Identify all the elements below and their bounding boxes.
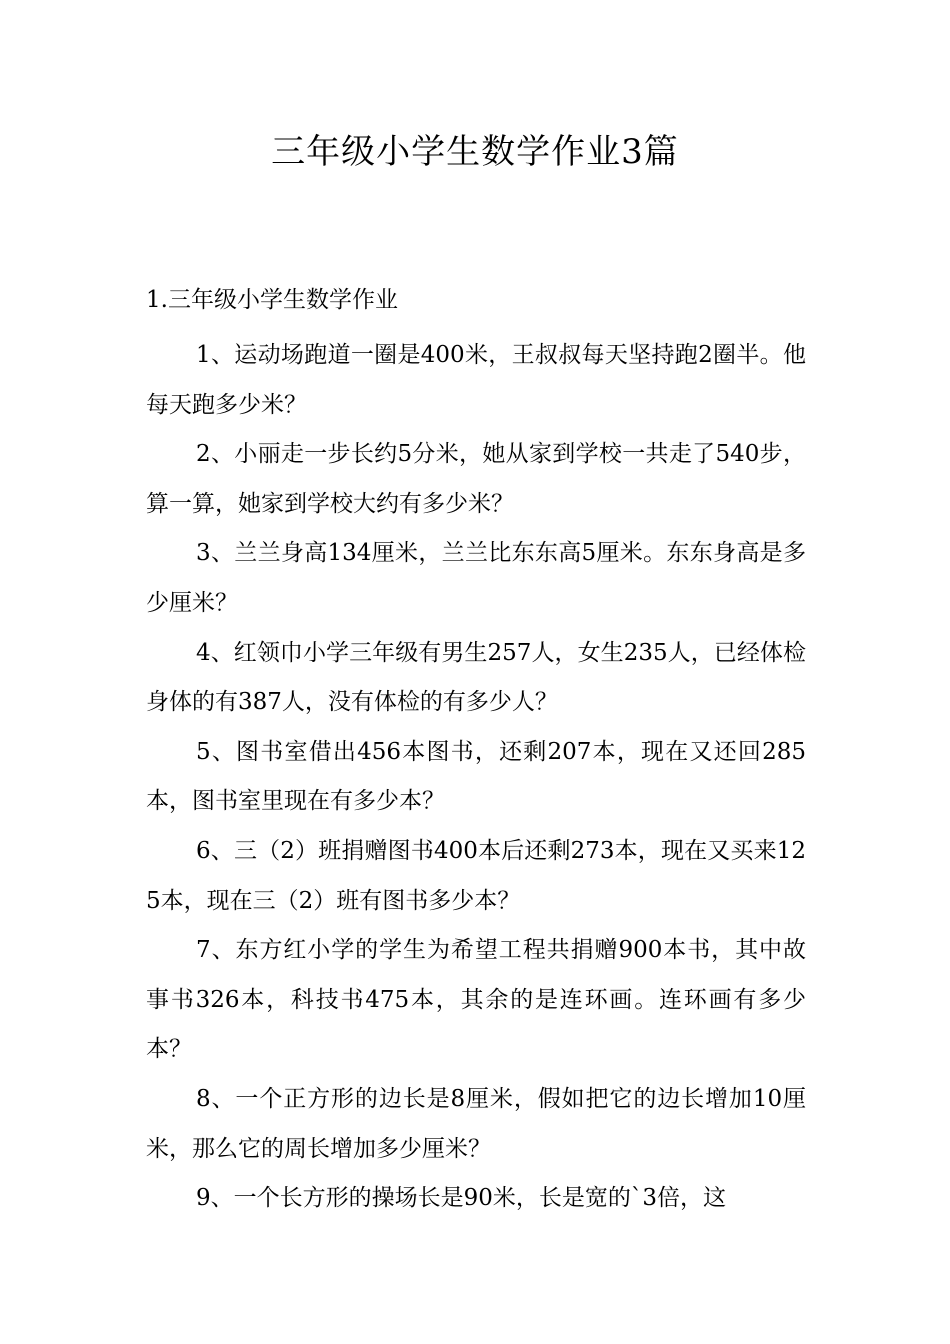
question-7: 7、东方红小学的学生为希望工程共捐赠900本书，其中故事书326本，科技书475本，其余的是连环画。连环画有多少本？ [146,937,806,1063]
question-8: 8、一个正方形的边长是8厘米，假如把它的边长增加10厘米，那么它的周长增加多少厘米？ [146,1085,806,1162]
question-4: 4、红领巾小学三年级有男生257人，女生235人，已经体检身体的有387人，没有体检的有多少人？ [146,639,806,716]
question-5: 5、图书室借出456本图书，还剩207本，现在又还回285本，图书室里现在有多少本？ [146,738,806,815]
question-1: 1、运动场跑道一圈是400米，王叔叔每天坚持跑2圈半。他每天跑多少米？ [146,342,806,418]
question-9: 9、一个长方形的操场长是90米，长是宽的`3倍，这 [196,1185,727,1212]
question-2: 2、小丽走一步长约5分米，她从家到学校一共走了540步，算一算，她家到学校大约有多少米？ [146,441,806,517]
question-3: 3、兰兰身高134厘米，兰兰比东东高5厘米。东东身高是多少厘米？ [146,540,806,616]
document-title: 三年级小学生数学作业3篇 [271,132,679,172]
question-6: 6、三（2）班捐赠图书400本后还剩273本，现在又买来125本，现在三（2）班有图书多少本？ [146,837,806,914]
question-list [146,331,806,1224]
section-heading: 1.三年级小学生数学作业 [146,287,398,313]
